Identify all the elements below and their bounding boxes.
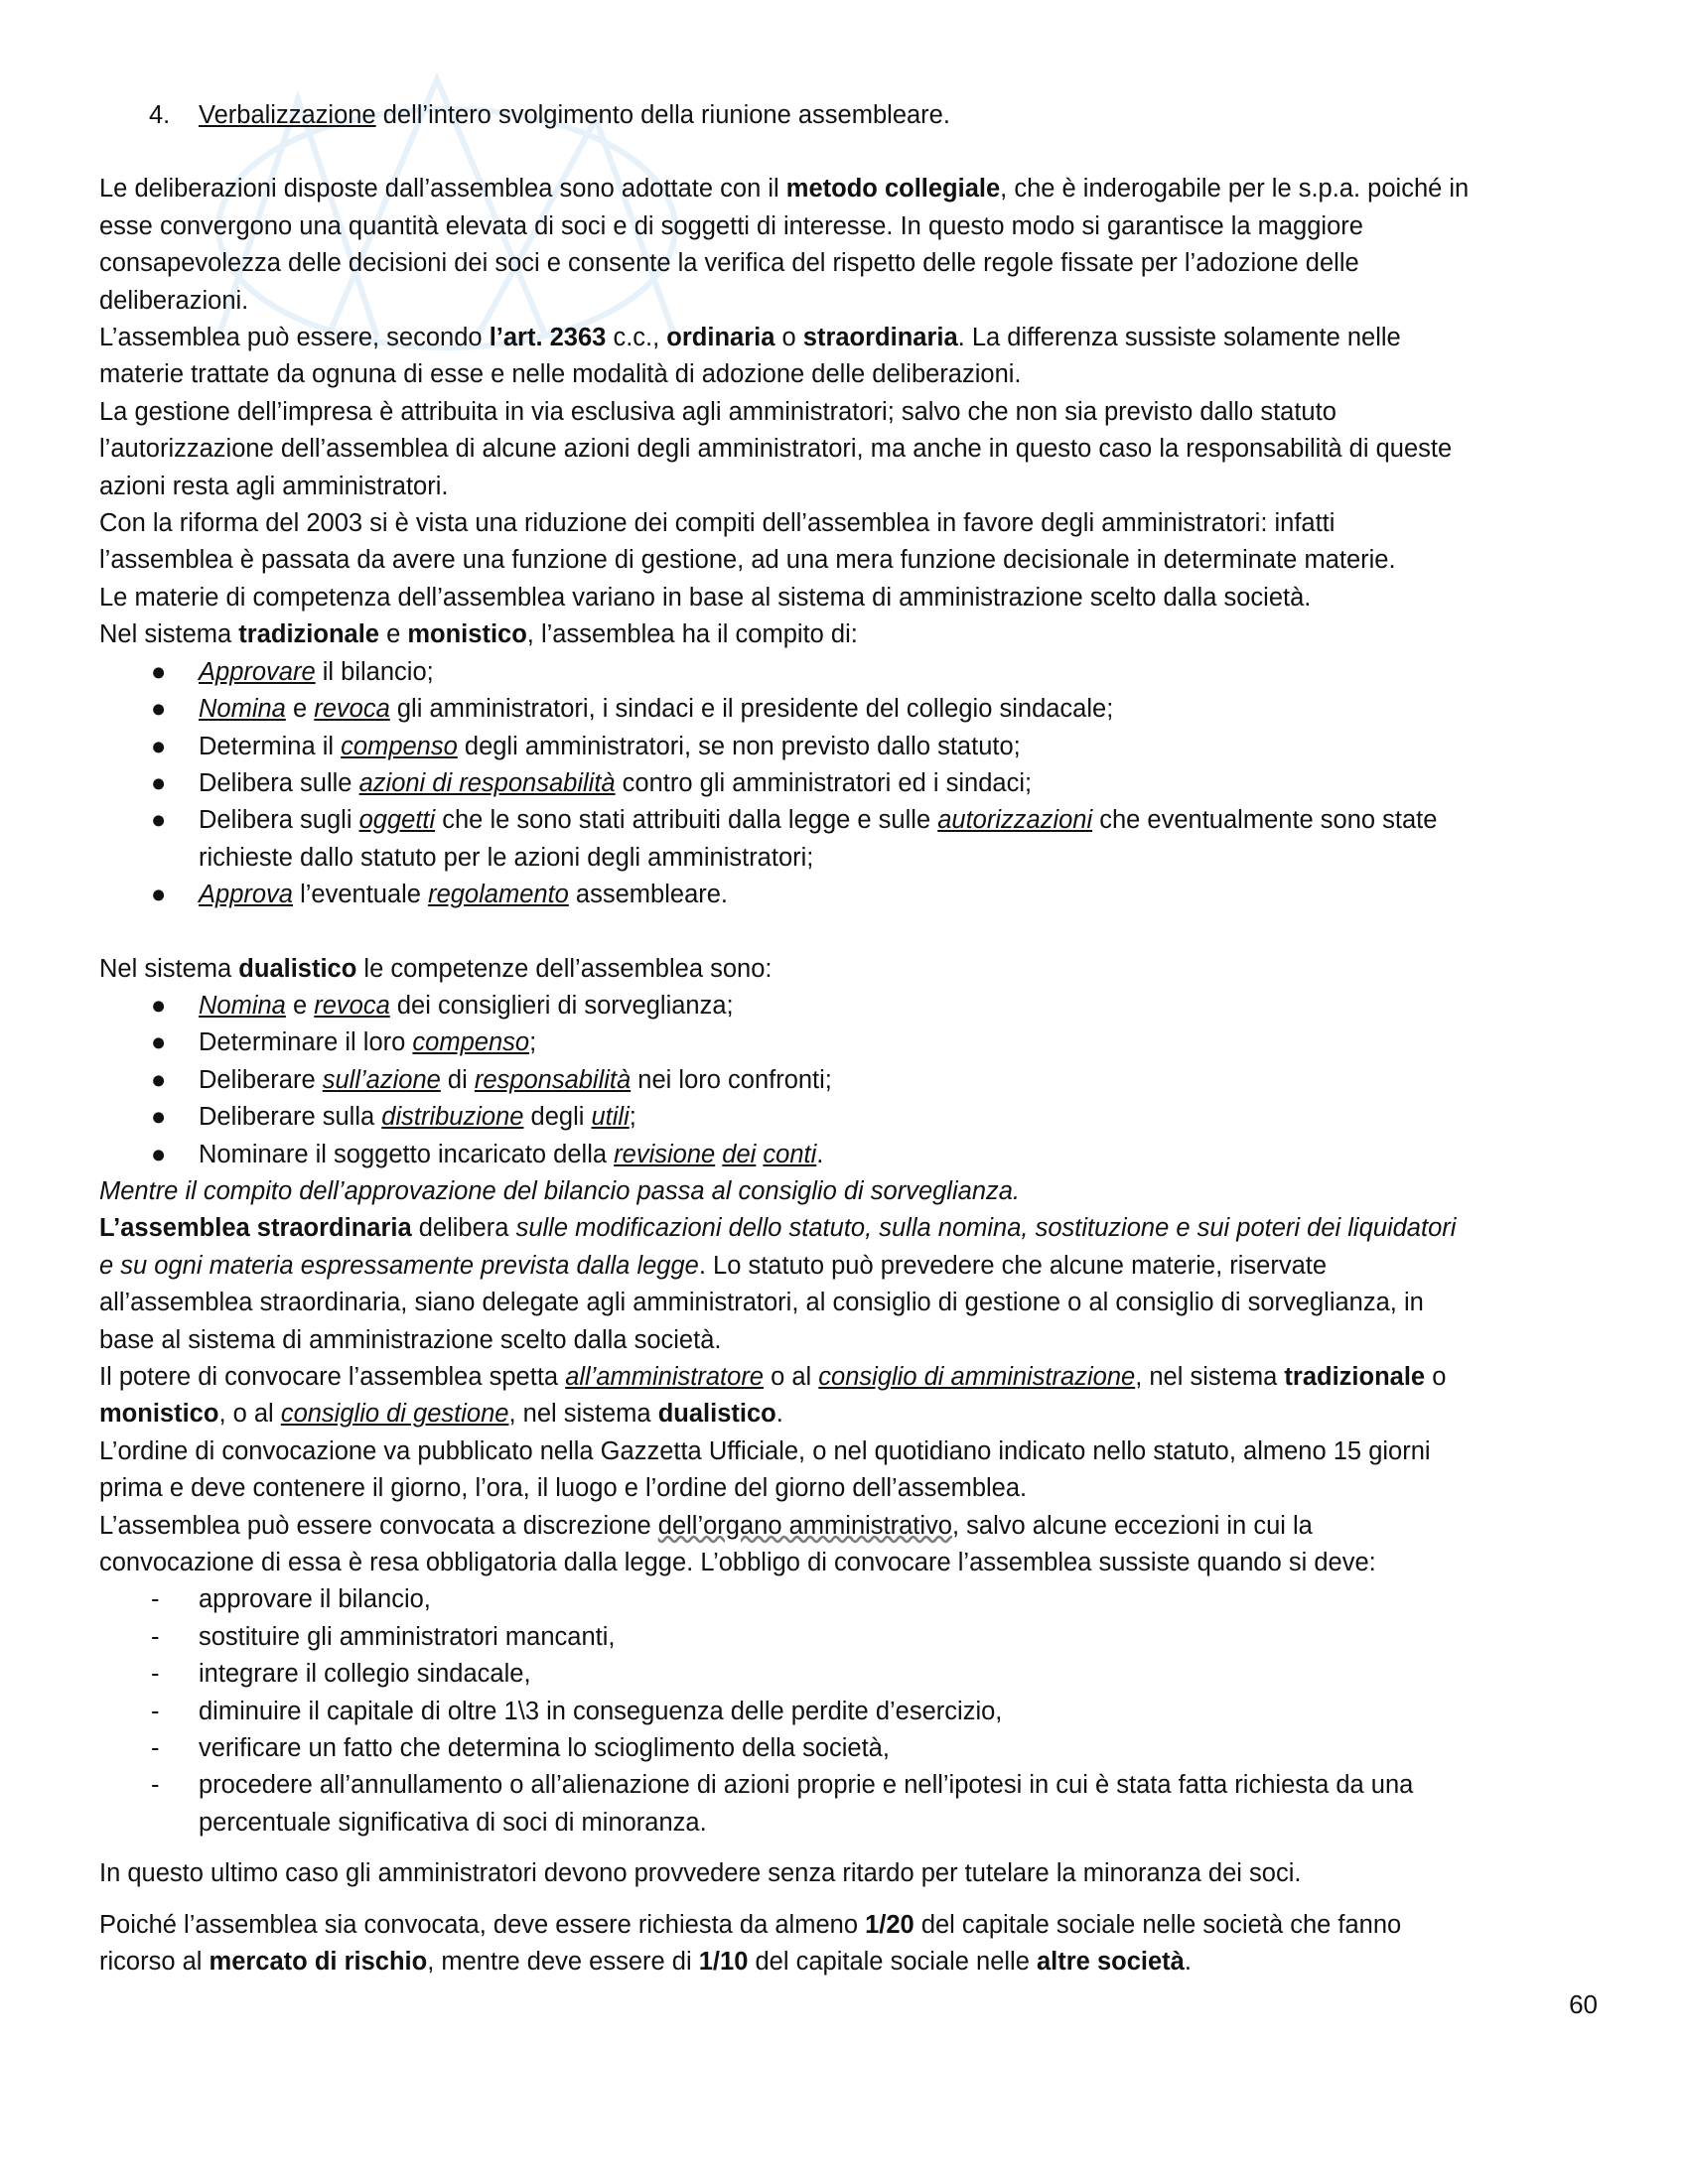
paragraph-consiglio-sorveglianza: Mentre il compito dell’approvazione del bilancio passa al consiglio di sorveglianza. [99,1176,1021,1205]
document-page [99,97,1599,1981]
paragraph-materie: Le materie di competenza dell’assemblea variano in base al sistema di amministrazione scelto dalla società. [99,583,1312,612]
dash-list-obblighi: - approvare il bilancio, - sostituire gli amministratori mancanti, - integrare il collegio sindacale, - diminuire il capitale di oltre 1\3 in conseguenza delle perdite d’esercizio, - verificare un fatto che determina lo scioglimento della società, - procedere all’annullamento o all’alienazione di azioni proprie e nell’ipotesi in cui è stata fatta richiesta da una percentuale significativa di soci di minoranza. [99,1581,1599,1842]
bullet-list-tradizionale: ● Approvare il bilancio; ● Nomina e revoca gli amministratori, i sindaci e il presidente del collegio sindacale; ● Determina il compenso degli amministratori, se non previsto dallo statuto; ● Delibera sulle azioni di responsabilità contro gli amministratori ed i sindaci; ● Delibera sugli oggetti che le sono stati attribuiti dalla legge e sulle autorizzazioni che eventualmente sono state richieste dallo statuto per le azioni degli amministratori; ● Approva l’eventuale regolamento assembleare. [99,654,1599,914]
paragraph-gestione-impresa: La gestione dell’impresa è attribuita in via esclusiva agli amministratori; salvo che non sia previsto dallo statuto l’autorizzazione dell’assemblea di alcune azioni degli amministratori, ma anche in questo caso la responsabilità di queste azioni resta agli amministratori. [99,397,1453,500]
list-item-4: 4. Verbalizzazione dell’intero svolgimento della riunione assembleare. [149,101,950,129]
paragraph-obbligo-convocazione: L’assemblea può essere convocata a discrezione dell’organo amministrativo, salvo alcune eccezioni in cui la convocazione di essa è resa obbligatoria dalla legge. L’obbligo di convocare l’assemblea sussiste quando si deve: [99,1511,1376,1577]
bullet-list-dualistico [99,988,1599,1173]
list-item: ● Deliberare sull’azione di responsabilità nei loro confronti; [151,1065,832,1094]
list-item: ● Nominare il soggetto incaricato della revisione dei conti. [151,1140,824,1168]
list-item: - integrare il collegio sindacale, [151,1660,531,1689]
list-item: ● Determinare il loro compenso; [151,1028,537,1057]
paragraph-tipi-assemblea: L’assemblea può essere, secondo l’art. 2363 c.c., ordinaria o straordinaria. La differenza sussiste solamente nelle materie trattate da ognuna di esse e nelle modalità di adozione delle deliberazioni. [99,324,1401,389]
list-item: ● Determina il compenso degli amministratori, se non previsto dallo statuto; [151,732,1021,760]
list-item: ● Deliberare sulla distribuzione degli utili; [151,1103,636,1132]
list-item: ● Delibera sugli oggetti che le sono stati attribuiti dalla legge e sulle autorizzazioni che eventualmente sono state [151,806,1438,835]
list-item: ● Delibera sulle azioni di responsabilità contro gli amministratori ed i sindaci; [151,768,1033,797]
list-item: - procedere all’annullamento o all’alienazione di azioni proprie e nell’ipotesi in cui è stata fatta richiesta da una [151,1771,1414,1800]
page-number: 60 [1569,1989,1598,2019]
list-item: ● Approvare il bilancio; [151,657,434,686]
list-item: ● Nomina e revoca dei consiglieri di sorveglianza; [151,991,734,1020]
paragraph-assemblea-straordinaria: L’assemblea straordinaria delibera sulle modificazioni dello statuto, sulla nomina, sostituzione e sui poteri dei liquidatori e su ogni materia espressamente prevista dalla legge. Lo statuto può prevedere che alcune materie, riservate all’assemblea straordinaria, siano delegate agli amministratori, al consiglio di gestione o al consiglio di sorveglianza, in base al sistema di amministrazione scelto dalla società. [99,1214,1457,1354]
paragraph-potere-convocazione: Il potere di convocare l’assemblea spetta all’amministratore o al consiglio di amministrazione, nel sistema tradizionale o monistico, o al consiglio di gestione, nel sistema dualistico. [99,1363,1447,1429]
paragraph-ordine-convocazione: L’ordine di convocazione va pubblicato nella Gazzetta Ufficiale, o nel quotidiano indicato nello statuto, almeno 15 giorni prima e deve contenere il giorno, l’ora, il luogo e l’ordine del giorno dell’assemblea. [99,1436,1431,1503]
paragraph-riforma-2003: Con la riforma del 2003 si è vista una riduzione dei compiti dell’assemblea in favore degli amministratori: infatti l’assemblea è passata da avere una funzione di gestione, ad una mera funzione decisionale in determinate materie. [99,509,1396,575]
list-item: ● Approva l’eventuale regolamento assembleare. [151,881,729,909]
paragraph-quorum-convocazione: Poiché l’assemblea sia convocata, deve essere richiesta da almeno 1/20 del capitale sociale nelle società che fanno ricorso al mercato di rischio, mentre deve essere di 1/10 del capitale sociale nelle altre società. [99,1910,1402,1977]
paragraph-sistema-dualistico: Nel sistema dualistico le competenze dell’assemblea sono: [99,954,773,983]
list-item: - verificare un fatto che determina lo scioglimento della società, [151,1734,890,1763]
list-item: ● Nomina e revoca gli amministratori, i sindaci e il presidente del collegio sindacale; [151,695,1114,724]
paragraph-tutela-minoranza: In questo ultimo caso gli amministratori devono provvedere senza ritardo per tutelare la minoranza dei soci. [99,1859,1302,1888]
list-item: - approvare il bilancio, [151,1585,431,1614]
paragraph-metodo-collegiale: Le deliberazioni disposte dall’assemblea sono adottate con il metodo collegiale, che è inderogabile per le s.p.a. poiché in esse convergono una quantità elevata di soci e di soggetti di interesse. In questo modo si garantisce la maggiore consapevolezza delle decisioni dei soci e consente la verifica del rispetto delle regole fissate per l’adozione delle deliberazioni. [99,175,1470,315]
paragraph-sistema-tradizionale: Nel sistema tradizionale e monistico, l’assemblea ha il compito di: [99,620,858,649]
list-item: - diminuire il capitale di oltre 1\3 in conseguenza delle perdite d’esercizio, [151,1697,1003,1725]
list-item: - sostituire gli amministratori mancanti, [151,1622,616,1651]
